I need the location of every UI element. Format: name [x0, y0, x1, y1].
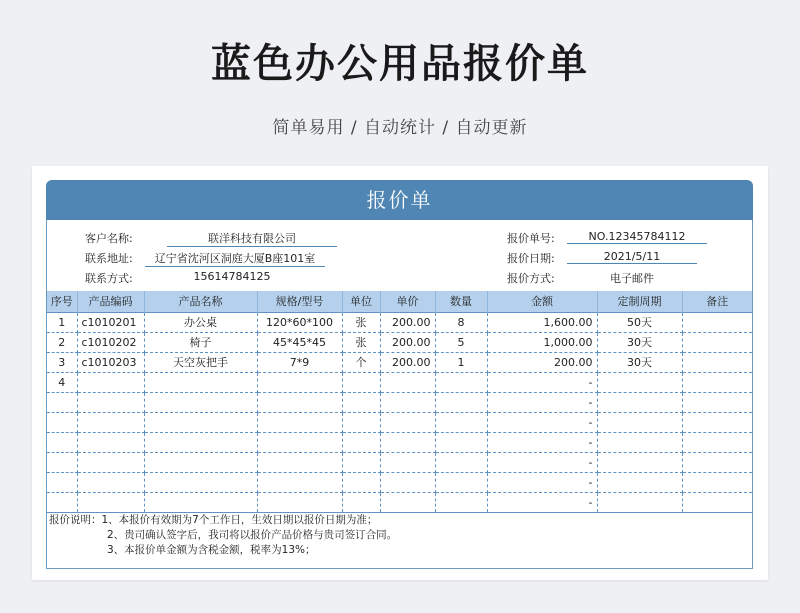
customer-name-label: 客户名称:: [85, 232, 133, 245]
table-cell: [597, 472, 682, 492]
table-cell: 30天: [597, 332, 682, 352]
table-cell: [77, 372, 144, 392]
table-cell: [597, 492, 682, 512]
col-header-product: 产品名称: [144, 291, 257, 312]
table-cell: [682, 372, 752, 392]
table-row: [47, 472, 752, 492]
table-cell: [682, 332, 752, 352]
col-header-price: 单价: [380, 291, 435, 312]
table-row: [47, 392, 752, 412]
table-cell: [682, 312, 752, 332]
quote-date-value: 2021/5/11: [567, 250, 697, 264]
table-cell: 45*45*45: [257, 332, 342, 352]
table-cell: [380, 392, 435, 412]
table-cell: 1,000.00: [487, 332, 597, 352]
table-cell: [47, 412, 77, 432]
table-cell: [77, 492, 144, 512]
note-line-1: 报价说明：1、本报价有效期为7个工作日，生效日期以报价日期为准；: [49, 514, 378, 526]
table-cell: [257, 372, 342, 392]
table-cell: c1010203: [77, 352, 144, 372]
table-cell: [144, 452, 257, 472]
table-cell: 8: [435, 312, 487, 332]
table-cell: -: [487, 432, 597, 452]
table-cell: [380, 452, 435, 472]
table-cell: [144, 392, 257, 412]
table-cell: [47, 432, 77, 452]
table-cell: 办公桌: [144, 312, 257, 332]
table-cell: [435, 412, 487, 432]
table-cell: 7*9: [257, 352, 342, 372]
table-cell: 椅子: [144, 332, 257, 352]
table-cell: [342, 472, 380, 492]
table-row: [47, 452, 752, 472]
table-cell: [682, 412, 752, 432]
quote-method-label: 报价方式:: [507, 272, 555, 285]
table-cell: -: [487, 472, 597, 492]
table-cell: -: [487, 492, 597, 512]
table-cell: [77, 392, 144, 412]
table-cell: -: [487, 452, 597, 472]
table-cell: [342, 392, 380, 412]
customer-contact-label: 联系方式:: [85, 272, 133, 285]
note-line-2: 2、贵司确认签字后，我司将以报价产品价格与贵司签订合同。: [107, 529, 398, 541]
table-cell: [597, 392, 682, 412]
table-cell: [682, 472, 752, 492]
customer-name-value: 联洋科技有限公司: [167, 230, 337, 247]
table-cell: [597, 412, 682, 432]
table-cell: 200.00: [380, 352, 435, 372]
quote-no-label: 报价单号:: [507, 232, 555, 245]
table-cell: [77, 432, 144, 452]
table-cell: 1,600.00: [487, 312, 597, 332]
customer-address-value: 辽宁省沈河区洞庭大厦B座101室: [145, 250, 325, 267]
table-cell: [380, 472, 435, 492]
table-row: [47, 492, 752, 512]
table-cell: c1010202: [77, 332, 144, 352]
table-row: [47, 312, 752, 332]
table-cell: [342, 412, 380, 432]
table-cell: [342, 432, 380, 452]
page-subtitle: 简单易用 / 自动统计 / 自动更新: [272, 118, 528, 138]
table-cell: [682, 452, 752, 472]
col-header-remark: 备注: [682, 291, 752, 312]
col-header-index: 序号: [47, 291, 77, 312]
table-cell: [435, 372, 487, 392]
col-header-unit: 单位: [342, 291, 380, 312]
table-cell: [380, 492, 435, 512]
table-cell: 张: [342, 312, 380, 332]
table-cell: [597, 452, 682, 472]
table-cell: [257, 392, 342, 412]
table-cell: c1010201: [77, 312, 144, 332]
table-cell: [47, 392, 77, 412]
table-cell: [435, 452, 487, 472]
table-row: [47, 432, 752, 452]
table-cell: [77, 452, 144, 472]
table-cell: [257, 452, 342, 472]
table-row: [47, 412, 752, 432]
table-cell: [380, 372, 435, 392]
table-cell: [597, 432, 682, 452]
page-title: 蓝色办公用品报价单: [211, 41, 589, 87]
table-cell: [342, 452, 380, 472]
table-cell: [682, 392, 752, 412]
table-cell: 50天: [597, 312, 682, 332]
customer-contact-value: 15614784125: [193, 270, 271, 283]
table-cell: [342, 492, 380, 512]
table-cell: [144, 492, 257, 512]
table-cell: 1: [47, 312, 77, 332]
col-header-spec: 规格/型号: [257, 291, 342, 312]
table-cell: [77, 472, 144, 492]
table-cell: [682, 492, 752, 512]
table-cell: [257, 432, 342, 452]
table-cell: [435, 392, 487, 412]
table-cell: 张: [342, 332, 380, 352]
sheet-banner: 报价单: [46, 180, 753, 220]
table-cell: [435, 472, 487, 492]
table-cell: 120*60*100: [257, 312, 342, 332]
table-cell: [47, 472, 77, 492]
quote-no-value: NO.12345784112: [567, 230, 707, 244]
table-cell: [144, 412, 257, 432]
col-header-code: 产品编码: [77, 291, 144, 312]
note-line-3: 3、本报价单金额为含税金额，税率为13%；: [107, 544, 316, 556]
table-cell: [257, 412, 342, 432]
table-cell: [47, 492, 77, 512]
table-cell: 个: [342, 352, 380, 372]
table-cell: [257, 472, 342, 492]
table-cell: [597, 372, 682, 392]
table-cell: [77, 412, 144, 432]
table-cell: 200.00: [487, 352, 597, 372]
table-cell: [257, 492, 342, 512]
items-table: [47, 291, 752, 513]
table-cell: 200.00: [380, 332, 435, 352]
table-cell: 4: [47, 372, 77, 392]
table-header-row: [47, 291, 752, 312]
table-cell: -: [487, 392, 597, 412]
table-cell: 天空灰把手: [144, 352, 257, 372]
customer-address-label: 联系地址:: [85, 252, 133, 265]
table-cell: -: [487, 412, 597, 432]
table-row: [47, 372, 752, 392]
table-cell: [380, 432, 435, 452]
table-cell: [380, 412, 435, 432]
table-cell: [435, 432, 487, 452]
table-cell: [144, 432, 257, 452]
table-cell: 5: [435, 332, 487, 352]
table-cell: [342, 372, 380, 392]
quote-date-label: 报价日期:: [507, 252, 555, 265]
table-row: [47, 352, 752, 372]
table-cell: 200.00: [380, 312, 435, 332]
table-cell: -: [487, 372, 597, 392]
table-cell: [144, 472, 257, 492]
table-cell: 30天: [597, 352, 682, 372]
table-cell: 3: [47, 352, 77, 372]
quote-form: [46, 220, 753, 569]
table-cell: [682, 432, 752, 452]
table-cell: [435, 492, 487, 512]
quote-method-value: 电子邮件: [610, 272, 654, 285]
table-cell: 2: [47, 332, 77, 352]
quote-sheet: [32, 166, 768, 580]
col-header-amount: 金额: [487, 291, 597, 312]
quote-notes: [49, 513, 749, 558]
col-header-cycle: 定制周期: [597, 291, 682, 312]
table-row: [47, 332, 752, 352]
col-header-qty: 数量: [435, 291, 487, 312]
table-cell: [144, 372, 257, 392]
table-cell: [682, 352, 752, 372]
table-cell: [47, 452, 77, 472]
table-cell: 1: [435, 352, 487, 372]
